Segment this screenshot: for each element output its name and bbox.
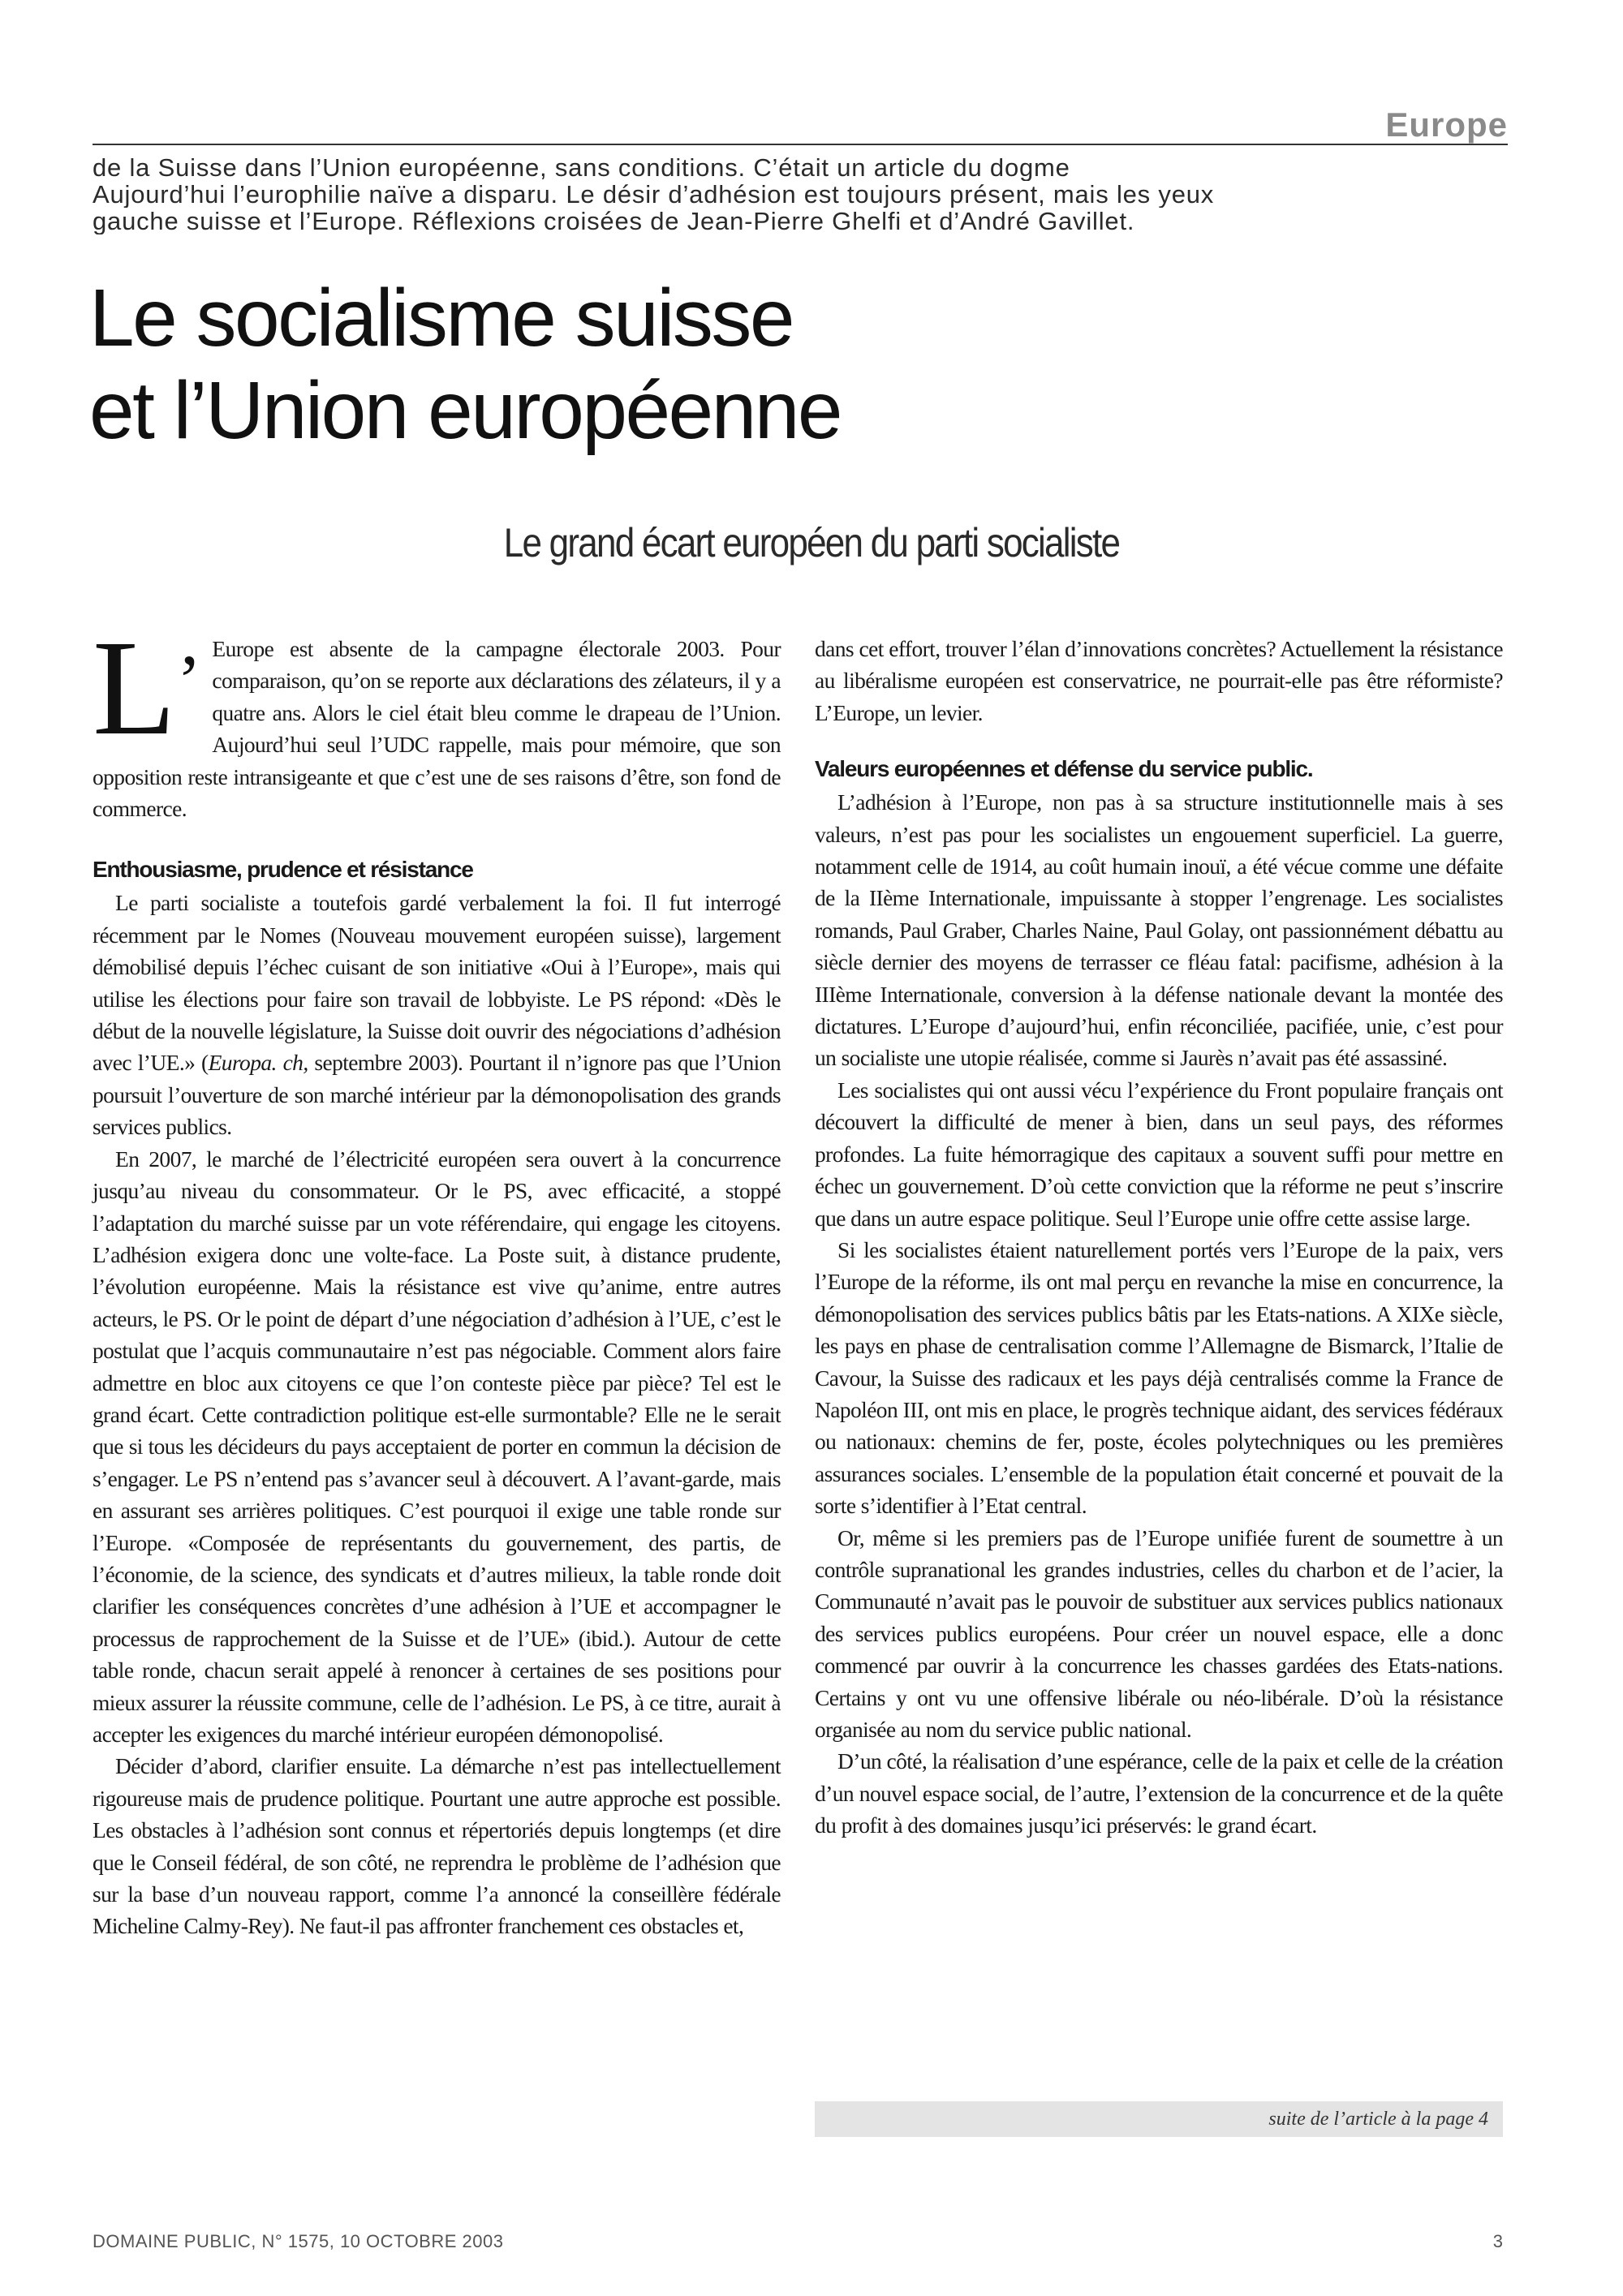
drop-cap-apostrophe: ’ (177, 641, 201, 721)
publication-footer: DOMAINE PUBLIC, N° 1575, 10 OCTOBRE 2003 (93, 2231, 504, 2251)
article-title-line-1: Le socialisme suisse (89, 273, 794, 363)
column-left (93, 613, 781, 1942)
article-subtitle: Le grand écart européen du parti socialiste (503, 520, 1120, 565)
column-right (815, 633, 1503, 1842)
source-citation: Europa. ch, (208, 1050, 308, 1076)
paragraph-8: D’un côté, la réalisation d’une espérance, celle de la paix et celle de la création d’un nouvel espace social, de l’autre, l’extension de la concurrence et de la quête du profit à des domaines jusqu’ici préservés: le grand écart. (815, 1748, 1503, 1838)
intro-text: Europe est absente de la campagne électorale 2003. Pour comparaison, qu’on se reporte aux déclarations des zélateurs, il y a quatre ans. Alors le ciel était bleu comme le drapeau de l’Union. Aujourd’hui seul l’UDC rappelle, mais pour mémoire, que son opposition reste intransigeante et que c’est une de ses raisons d’être, son fond de commerce. (93, 636, 781, 822)
paragraph-3: Décider d’abord, clarifier ensuite. La démarche n’est pas intellectuellement rigoureuse mais de prudence politique. Pourtant une autre approche est possible. Les obstacles à l’adhésion sont connus et répertoriés depuis longtemps (et dire que le Conseil fédéral, de son côté, ne reprendra le problème de l’adhésion que sur la base d’un nouveau rapport, comme l’a annoncé la conseillère fédérale Micheline Calmy-Rey). Ne faut-il pas affronter franchement ces obstacles et, (93, 1753, 781, 1939)
page-number: 3 (1492, 2231, 1503, 2251)
drop-cap (93, 613, 201, 763)
intro-paragraph (93, 613, 781, 824)
chapeau (93, 154, 1508, 234)
paragraph-1-text-a: Le parti socialiste a toutefois gardé verbalement la foi. Il fut interrogé récemment par le Nomes (Nouveau mouvement européen suisse), largement démobilisé depuis l’échec cuisant de son initiative «Oui à l’Europe», mais qui utilise les élections pour faire son travail de lobbyiste. Le PS répond: «Dès le début de la nouvelle législature, la Suisse doit ouvrir des négociations d’adhésion avec l’UE.» ( (93, 890, 781, 1076)
section-heading-1: Enthousiasme, prudence et résistance (93, 857, 473, 883)
paragraph-2: En 2007, le marché de l’électricité européen sera ouvert à la concurrence jusqu’au niveau du consommateur. Or le PS, avec efficacité, a stoppé l’adaptation du marché suisse par un vote référendaire, qui engage les citoyens. L’adhésion exigera donc une volte-face. La Poste suit, à distance prudente, l’évolution européenne. Mais la résistance est vive qu’anime, entre autres acteurs, le PS. Or le point de départ d’une négociation d’adhésion à l’UE, c’est le postulat que l’acquis communautaire n’est pas négociable. Comment alors faire admettre en bloc aux citoyens ce que l’on conteste pièce par pièce? Tel est le grand écart. Cette contradiction politique est-elle surmontable? Elle ne le serait que si tous les décideurs du pays acceptaient de porter en commun la décision de s’engager. Le PS n’entend pas s’avancer seul à découvert. A l’avant-garde, mais en assurant ses arrières politiques. C’est pourquoi il exige une table ronde sur l’Europe. «Composée de représentants du gouvernement, des partis, de l’économie, de la science, des syndicats et d’autres milieux, la table ronde doit clarifier les conséquences concrètes d’une adhésion à l’UE et accompagner le processus de rapprochement de la Suisse et de l’UE» (ibid.). Autour de cette table ronde, chacun serait appelé à renoncer à certaines de ses positions pour mieux assurer la réussite commune, celle de l’adhésion. Le PS, à ce titre, aurait à accepter les exigences du marché intérieur européen démonopolisé. (93, 1146, 781, 1747)
article-title-line-2: et l’Union européenne (89, 365, 842, 456)
chapeau-line: Aujourd’hui l’europhilie naïve a disparu. Le désir d’adhésion est toujours présent, mais les yeux (93, 181, 1215, 208)
header-rule (93, 144, 1508, 145)
section-heading-2: Valeurs européennes et défense du service public. (815, 756, 1313, 782)
paragraph-4: L’adhésion à l’Europe, non pas à sa structure institutionnelle mais à ses valeurs, n’est pas pour les socialistes un engouement superficiel. La guerre, notamment celle de 1914, au coût humain inouï, a été vécue comme une défaite de la IIème Internationale, impuissante à stopper l’engrenage. Les socialistes romands, Paul Graber, Charles Naine, Paul Golay, ont passionnément débattu au siècle dernier des moyens de terrasser ce fléau fatal: pacifisme, adhésion à la IIIème Internationale, conversion à la défense nationale devant la montée des dictatures. L’Europe d’aujourd’hui, enfin réconciliée, pacifiée, unie, c’est pour un socialiste une utopie réalisée, comme si Jaurès n’avait pas été assassiné. (815, 789, 1503, 1071)
paragraph-7: Or, même si les premiers pas de l’Europe unifiée furent de soumettre à un contrôle supranational les grandes industries, celles du charbon et de l’acier, la Communauté n’avait pas le pouvoir de substituer aux services publics nationaux des services publics européens. Pour créer un nouvel espace, elle a donc commencé par ouvrir à la concurrence les chasses gardées des Etats-nations. Certains y ont vu une offensive libérale ou néo-libérale. D’où la résistance organisée au nom du service public national. (815, 1524, 1503, 1742)
section-label: Europe (1385, 105, 1508, 144)
paragraph-1 (93, 887, 781, 1142)
continuation-text: suite de l’article à la page 4 (1268, 2109, 1488, 2130)
chapeau-line: de la Suisse dans l’Union européenne, sans conditions. C’était un article du dogme (93, 154, 1070, 181)
paragraph-6: Si les socialistes étaient naturellement portés vers l’Europe de la paix, vers l’Europe de la réforme, ils ont mal perçu en revanche la mise en concurrence, la démonopolisation des services publics bâtis par les Etats-nations. A XIXe siècle, les pays en phase de centralisation comme l’Allemagne de Bismarck, l’Italie de Cavour, la Suisse des radicaux et les pays déjà centralisés comme la France de Napoléon III, ont mis en place, le progrès technique aidant, des services fédéraux ou nationaux: chemins de fer, poste, écoles polytechniques ou les premières assurances sociales. L’ensemble de la population était concerné et pouvait de la sorte s’identifier à l’Etat central. (815, 1236, 1503, 1519)
paragraph-3-continued: dans cet effort, trouver l’élan d’innovations concrètes? Actuellement la résistance au libéralisme européen est conservatrice, ne pourrait-elle pas être réformiste? L’Europe, un levier. (815, 636, 1503, 725)
article-title (89, 272, 1469, 457)
continuation-note (815, 2101, 1503, 2137)
chapeau-line: gauche suisse et l’Europe. Réflexions croisées de Jean-Pierre Ghelfi et d’André Gavillet. (93, 208, 1135, 234)
paragraph-5: Les socialistes qui ont aussi vécu l’expérience du Front populaire français ont découvert la difficulté de mener à bien, dans un seul pays, des réformes profondes. La fuite hémorragique des capitaux a souvent suffi pour mettre en échec un gouvernement. D’où cette conviction que la réforme ne peut s’inscrire que dans un autre espace politique. Seul l’Europe unie offre cette assise large. (815, 1077, 1503, 1231)
drop-cap-letter: L (93, 613, 176, 763)
paragraph-1-text-b: septembre 2003). Pourtant il n’ignore pas que l’Union poursuit l’ouverture de son marché intérieur par la démonopolisation des grands services publics. (93, 1050, 781, 1140)
